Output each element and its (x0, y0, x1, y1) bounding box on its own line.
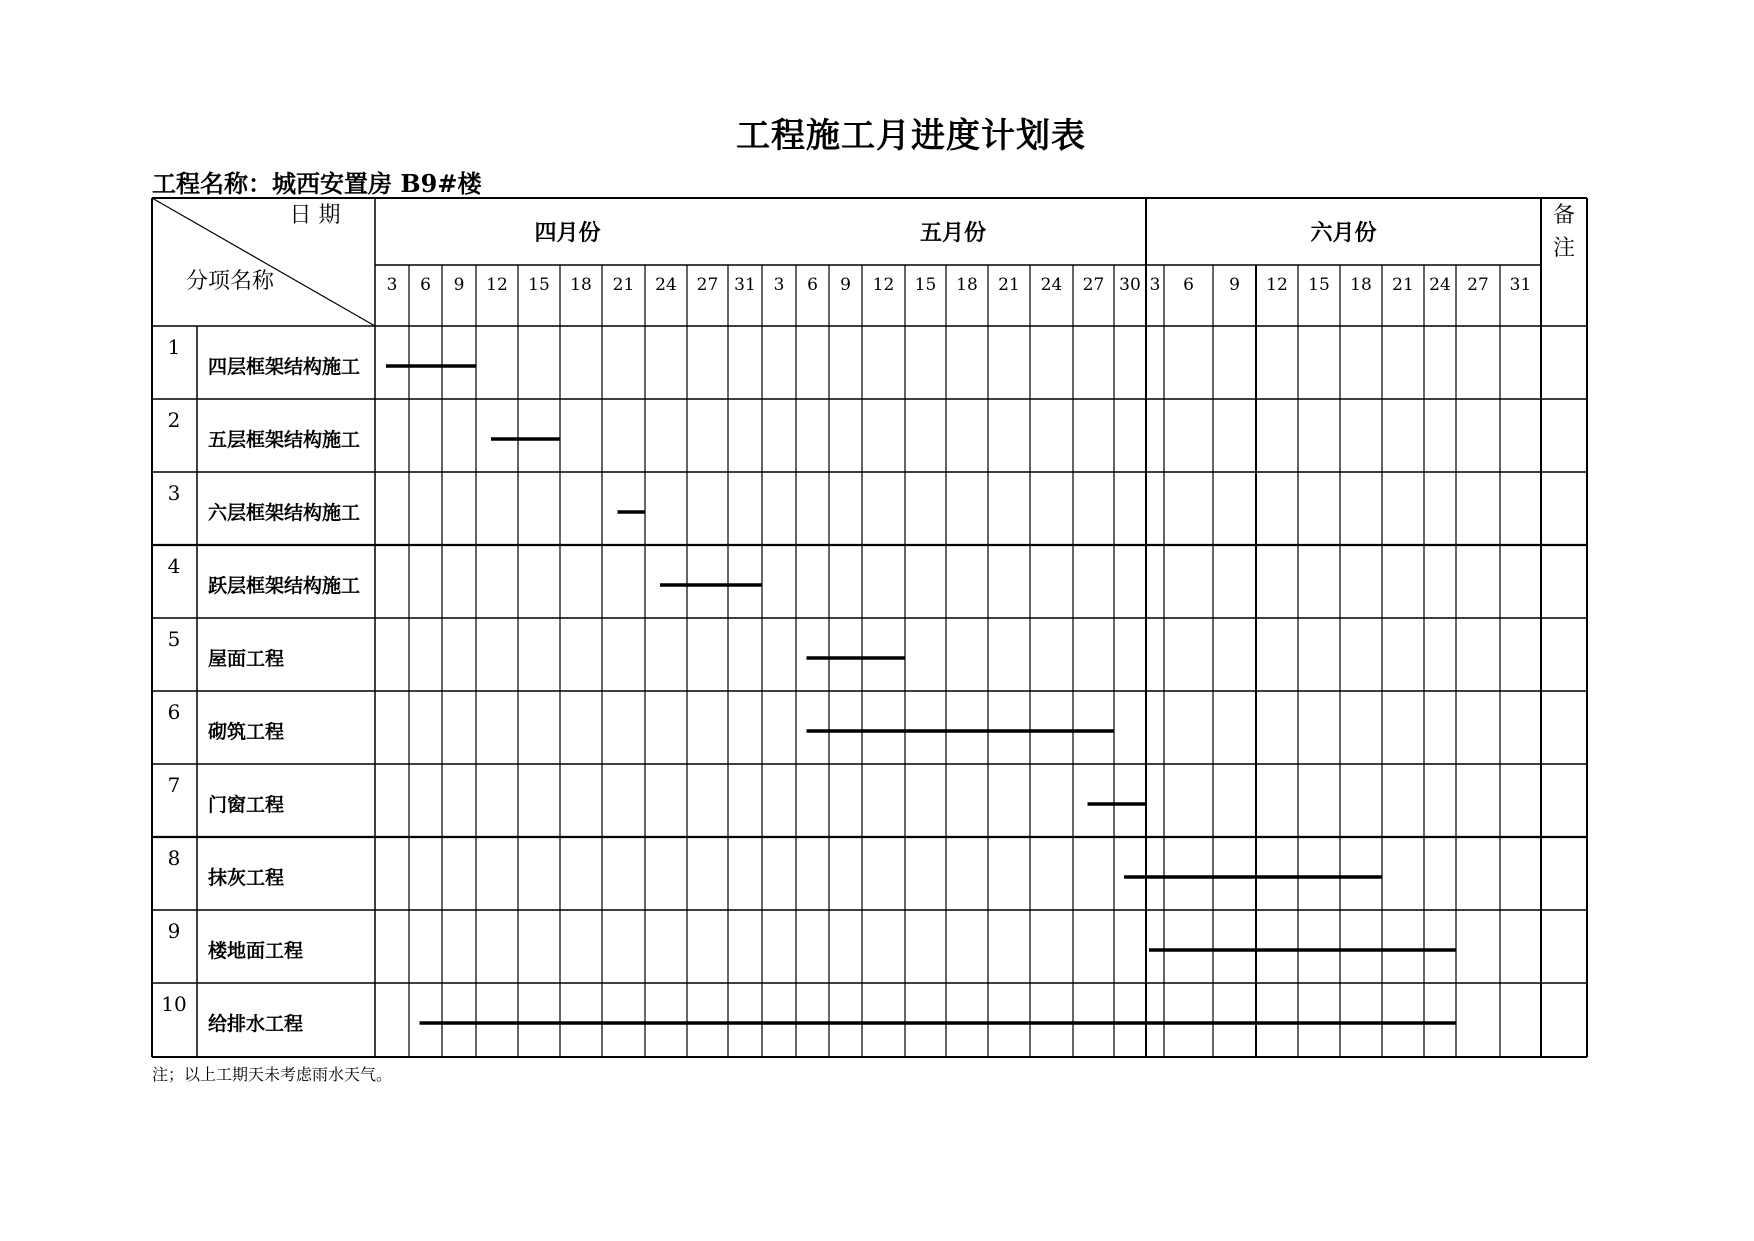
task-name: 门窗工程 (208, 794, 285, 816)
footnote: 注；以上工期天未考虑雨水天气。 (152, 1065, 393, 1084)
task-name: 屋面工程 (208, 648, 285, 670)
project-label: 工程名称： (152, 169, 272, 198)
task-number: 3 (167, 481, 181, 505)
day-header: 6 (420, 275, 431, 295)
task-name: 四层框架结构施工 (208, 356, 361, 378)
task-name: 楼地面工程 (208, 940, 304, 962)
project-name: 城西安置房 B9#楼 (272, 169, 482, 198)
day-header: 3 (1149, 275, 1161, 295)
day-header: 30 (1119, 275, 1141, 295)
task-number: 6 (167, 700, 181, 724)
month-header-1: 四月份 (534, 220, 601, 246)
day-header: 3 (386, 275, 398, 295)
corner-diagonal (152, 198, 375, 326)
schedule-bars (386, 366, 1456, 1023)
day-header: 27 (1082, 275, 1105, 295)
day-header: 15 (1308, 275, 1330, 295)
task-name: 给排水工程 (208, 1013, 304, 1035)
remarks-header-label: 注 (1552, 236, 1576, 261)
task-name: 跃层框架结构施工 (208, 575, 361, 597)
month-header-2: 五月份 (919, 220, 987, 246)
day-header: 12 (1266, 275, 1288, 295)
task-name: 六层框架结构施工 (208, 502, 361, 524)
day-header: 27 (696, 275, 719, 295)
table-header (186, 203, 1575, 295)
task-name: 五层框架结构施工 (208, 429, 361, 451)
day-header: 31 (1509, 275, 1532, 295)
day-header: 21 (612, 275, 635, 295)
day-header: 9 (453, 275, 465, 295)
day-header: 6 (807, 275, 818, 295)
task-rows (161, 335, 360, 1035)
day-header: 12 (872, 275, 895, 295)
month-header-3: 六月份 (1310, 220, 1377, 246)
day-header: 24 (655, 275, 677, 295)
day-header: 15 (914, 275, 937, 295)
day-header: 18 (956, 275, 978, 295)
task-number: 10 (161, 992, 187, 1016)
task-number: 4 (167, 554, 181, 578)
task-number: 7 (167, 773, 181, 797)
remarks-header-label: 备 (1552, 203, 1576, 228)
day-header: 18 (1350, 275, 1372, 295)
date-header-label: 日 期 (289, 203, 341, 228)
day-header: 31 (734, 275, 756, 295)
task-number: 9 (167, 919, 181, 943)
task-name: 抹灰工程 (208, 867, 285, 889)
day-header: 18 (570, 275, 592, 295)
day-header: 3 (773, 275, 785, 295)
day-header: 24 (1429, 275, 1451, 295)
day-header: 21 (998, 275, 1020, 295)
day-header: 9 (840, 275, 851, 295)
day-header: 27 (1467, 275, 1489, 295)
day-header: 6 (1183, 275, 1194, 295)
task-number: 1 (167, 335, 181, 359)
item-header-label: 分项名称 (185, 269, 275, 294)
task-number: 2 (167, 408, 181, 432)
table-grid (152, 198, 1587, 1057)
task-number: 8 (167, 846, 181, 870)
day-header: 12 (486, 275, 508, 295)
day-header: 24 (1040, 275, 1063, 295)
day-header: 9 (1229, 275, 1240, 295)
day-header: 21 (1392, 275, 1414, 295)
day-header: 15 (528, 275, 550, 295)
task-number: 5 (167, 627, 181, 651)
task-name: 砌筑工程 (208, 721, 285, 743)
page-title: 工程施工月进度计划表 (736, 116, 1086, 156)
